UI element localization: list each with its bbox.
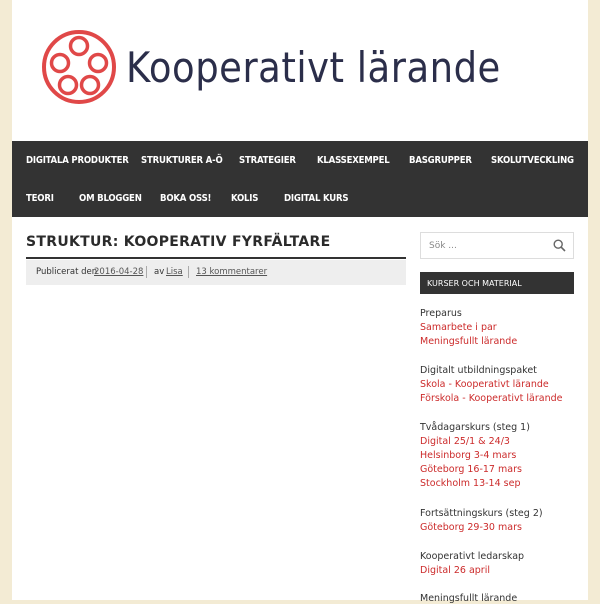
site-title[interactable]: Kooperativt lärande: [126, 44, 501, 93]
nav-item-strukturer[interactable]: STRUKTURER A-Ö: [141, 155, 223, 166]
nav-item-om-bloggen[interactable]: OM BLOGGEN: [79, 193, 142, 204]
sidebar-link[interactable]: Skola - Kooperativt lärande: [420, 379, 549, 390]
nav-item-teori[interactable]: TEORI: [26, 193, 54, 204]
nav-item-strategier[interactable]: STRATEGIER: [239, 155, 296, 166]
sidebar-link[interactable]: Göteborg 29-30 mars: [420, 522, 522, 533]
meta-separator: [146, 266, 147, 278]
sidebar-link[interactable]: Samarbete i par: [420, 322, 497, 333]
nav-item-digital-kurs[interactable]: DIGITAL KURS: [284, 193, 349, 204]
sidebar-heading: Digitalt utbildningspaket: [420, 365, 537, 376]
page: [12, 0, 588, 604]
post-date-link[interactable]: 2016-04-28: [94, 267, 144, 277]
site-logo-link[interactable]: [40, 28, 118, 110]
sidebar-link[interactable]: Stockholm 13-14 sep: [420, 478, 521, 489]
published-label: Publicerat den: [36, 267, 98, 277]
widget-title: [420, 272, 574, 294]
post-title: STRUKTUR: KOOPERATIV FYRFÄLTARE: [26, 234, 331, 250]
nav-item-basgrupper[interactable]: BASGRUPPER: [409, 155, 472, 166]
nav-item-digitala-produkter[interactable]: DIGITALA PRODUKTER: [26, 155, 129, 166]
comments-link[interactable]: 13 kommentarer: [196, 267, 268, 277]
sidebar-link[interactable]: Helsinborg 3-4 mars: [420, 450, 517, 461]
sidebar-heading: Tvådagarskurs (steg 1): [420, 422, 530, 433]
film-reel-icon: [40, 28, 118, 106]
post-meta: [26, 260, 406, 285]
sidebar-heading: Preparus: [420, 308, 462, 319]
sidebar-link[interactable]: Digital 26 april: [420, 565, 490, 576]
nav-item-boka-oss[interactable]: BOKA OSS!: [160, 193, 212, 204]
nav-item-kolis[interactable]: KOLIS: [231, 193, 259, 204]
search-box: [420, 232, 574, 259]
nav-item-skolutveckling[interactable]: SKOLUTVECKLING: [491, 155, 574, 166]
author-label: av: [154, 267, 165, 277]
sidebar-heading: Meningsfullt lärande: [420, 593, 518, 604]
main-navigation: [12, 141, 588, 217]
widget-title-text: KURSER OCH MATERIAL: [427, 279, 522, 288]
sidebar-link[interactable]: Göteborg 16-17 mars: [420, 464, 522, 475]
site-header: [12, 0, 588, 141]
sidebar-link[interactable]: Meningsfullt lärande: [420, 336, 518, 347]
search-input[interactable]: [427, 237, 541, 255]
search-icon[interactable]: [553, 239, 566, 252]
meta-separator: [188, 266, 189, 278]
sidebar-heading: Kooperativt ledarskap: [420, 551, 525, 562]
title-divider: [26, 257, 406, 259]
sidebar-link[interactable]: Förskola - Kooperativt lärande: [420, 393, 563, 404]
sidebar-link[interactable]: Digital 25/1 & 24/3: [420, 436, 510, 447]
nav-item-klassexempel[interactable]: KLASSEXEMPEL: [317, 155, 390, 166]
sidebar-heading: Fortsättningskurs (steg 2): [420, 508, 543, 519]
author-link[interactable]: Lisa: [166, 267, 183, 277]
